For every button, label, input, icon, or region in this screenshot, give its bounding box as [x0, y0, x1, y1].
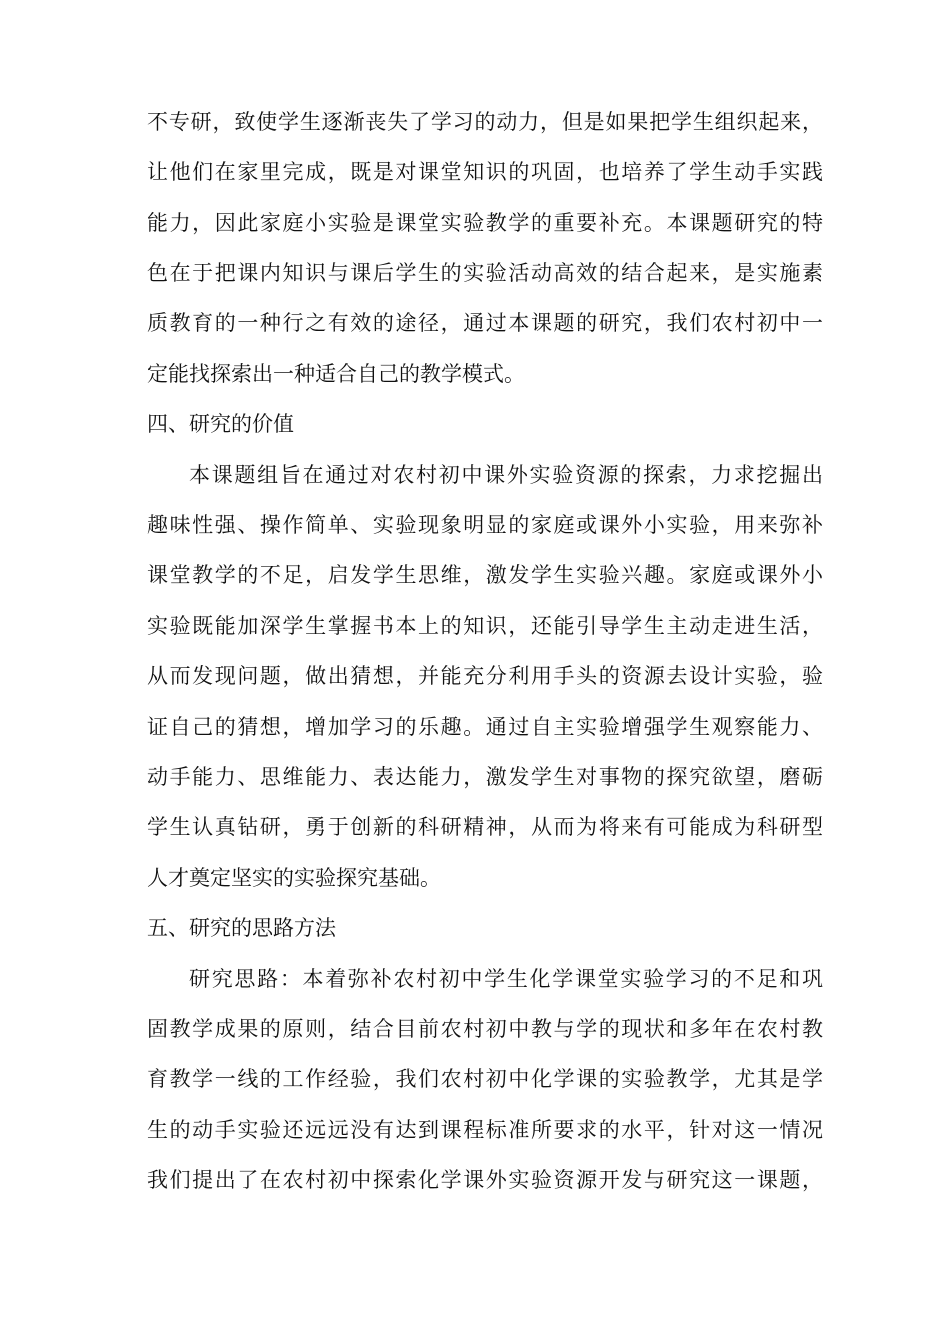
section-heading: 五、研究的思路方法 — [147, 916, 336, 940]
paragraph-line: 生的动手实验还远远没有达到课程标准所要求的水平，针对这一情况 — [147, 1118, 823, 1142]
paragraph-line: 让他们在家里完成，既是对课堂知识的巩固，也培养了学生动手实践 — [147, 160, 823, 184]
paragraph-line: 质教育的一种行之有效的途径，通过本课题的研究，我们农村初中一 — [147, 311, 823, 335]
paragraph-line: 固教学成果的原则，结合目前农村初中教与学的现状和多年在农村教 — [147, 1017, 823, 1041]
paragraph-line: 育教学一线的工作经验，我们农村初中化学课的实验教学，尤其是学 — [147, 1067, 823, 1091]
paragraph-line: 从而发现问题，做出猜想，并能充分利用手头的资源去设计实验，验 — [147, 664, 823, 688]
paragraph-line: 趣味性强、操作简单、实验现象明显的家庭或课外小实验，用来弥补 — [147, 513, 823, 537]
paragraph-line: 研究思路：本着弥补农村初中学生化学课堂实验学习的不足和巩 — [189, 967, 823, 991]
paragraph-line: 动手能力、思维能力、表达能力，激发学生对事物的探究欲望，磨砺 — [147, 765, 823, 789]
paragraph-line: 人才奠定坚实的实验探究基础。 — [147, 866, 441, 890]
paragraph-line: 实验既能加深学生掌握书本上的知识，还能引导学生主动走进生活， — [147, 614, 823, 638]
paragraph-line: 我们提出了在农村初中探索化学课外实验资源开发与研究这一课题， — [147, 1168, 823, 1192]
paragraph-line: 定能找探索出一种适合自己的教学模式。 — [147, 362, 525, 386]
section-heading: 四、研究的价值 — [147, 412, 294, 436]
paragraph-line: 学生认真钻研，勇于创新的科研精神，从而为将来有可能成为科研型 — [147, 815, 823, 839]
paragraph-line: 不专研，致使学生逐渐丧失了学习的动力，但是如果把学生组织起来， — [147, 110, 823, 134]
paragraph-line: 能力，因此家庭小实验是课堂实验教学的重要补充。本课题研究的特 — [147, 211, 823, 235]
paragraph-line: 证自己的猜想，增加学习的乐趣。通过自主实验增强学生观察能力、 — [147, 715, 823, 739]
paragraph-line: 课堂教学的不足，启发学生思维，激发学生实验兴趣。家庭或课外小 — [147, 563, 823, 587]
paragraph-line: 本课题组旨在通过对农村初中课外实验资源的探索，力求挖掘出 — [189, 463, 823, 487]
paragraph-line: 色在于把课内知识与课后学生的实验活动高效的结合起来，是实施素 — [147, 261, 823, 285]
